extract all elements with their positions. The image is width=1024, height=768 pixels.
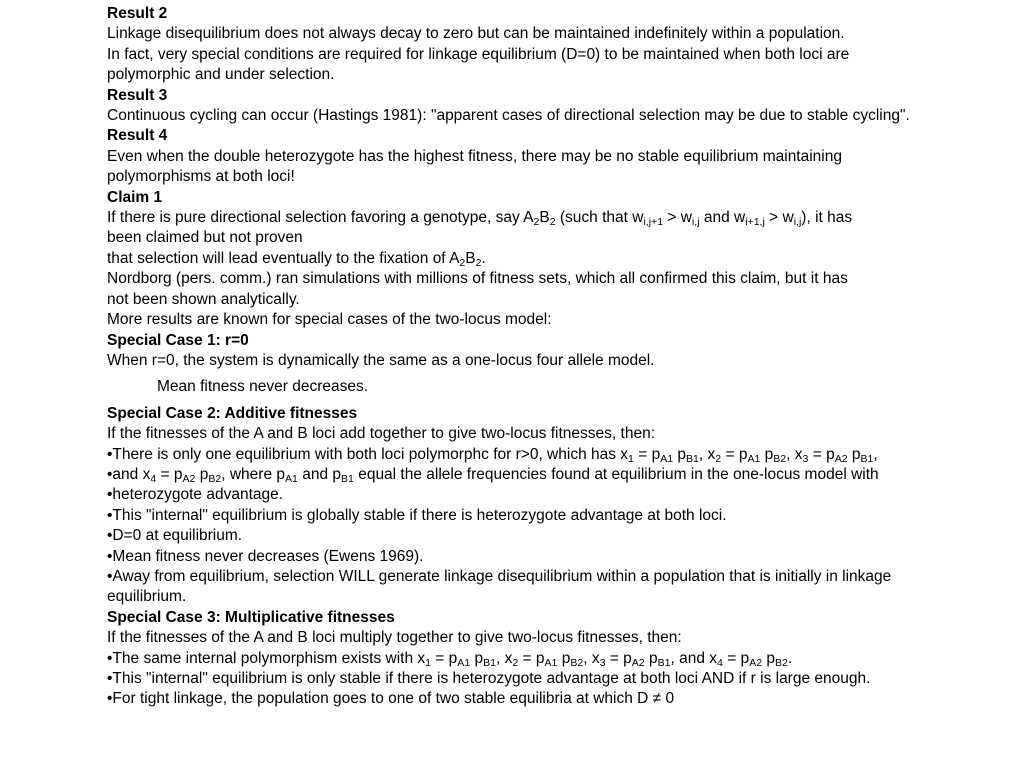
special-case-1-indented-line: Mean fitness never decreases. <box>157 378 369 396</box>
result-4-text-line: polymorphisms at both loci! <box>107 168 295 186</box>
result-3-text-line: Continuous cycling can occur (Hastings 1981): "apparent cases of directional selection may be due to stable cycling". <box>107 107 910 125</box>
bullet-item <box>107 445 1012 465</box>
text-run: p <box>644 649 658 667</box>
text-run: . <box>481 249 486 267</box>
text-run: •There is only one equilibrium with both loci polymorphc for r>0, which has x <box>107 445 629 463</box>
bullet-item: •Mean fitness never decreases (Ewens 1969). <box>107 547 424 565</box>
result-3-heading: Result 3 <box>107 86 168 104</box>
subscript: B2 <box>775 656 788 669</box>
text-run: p <box>673 445 687 463</box>
text-run: p <box>557 649 571 667</box>
text-run: = p <box>605 649 632 667</box>
text-run: •The same internal polymorphism exists with x <box>107 649 426 667</box>
subscript: 2 <box>512 656 519 669</box>
text-run: > w <box>764 209 794 227</box>
text-run: = p <box>721 445 748 463</box>
result-2-text-line: polymorphic and under selection. <box>107 66 335 84</box>
special-case-2-text-line: If the fitnesses of the A and B loci add together to give two-locus fitnesses, then: <box>107 425 655 443</box>
result-2-text-line: Linkage disequilibrium does not always decay to zero but can be maintained indefinitely within a population. <box>107 25 845 43</box>
claim-1-text-line <box>107 249 1012 269</box>
claim-1-text-line: not been shown analytically. <box>107 290 300 308</box>
bullet-item <box>107 465 1012 485</box>
subscript: 2 <box>459 256 466 269</box>
text-run: If there is pure directional selection favoring a genotype, say A <box>107 209 534 227</box>
text-run: B <box>465 249 476 267</box>
text-run: , x <box>698 445 716 463</box>
subscript: B1 <box>657 656 671 669</box>
bullet-item: •This "internal" equilibrium is globally stable if there is heterozygote advantage at both loci. <box>107 506 727 524</box>
subscript: i+1,j <box>745 216 765 228</box>
subscript: A1 <box>747 452 761 465</box>
text-run: (such that w <box>555 209 644 227</box>
text-run: •and x <box>107 465 151 483</box>
subscript: B1 <box>341 472 354 485</box>
subscript: 1 <box>425 656 431 669</box>
subscript: A1 <box>457 656 471 669</box>
text-run: p <box>762 649 776 667</box>
subscript: B1 <box>860 452 874 465</box>
text-run: ), it has <box>801 209 853 227</box>
subscript: 2 <box>549 216 556 228</box>
bullet-item: •heterozygote advantage. <box>107 486 284 504</box>
subscript: B1 <box>686 452 699 465</box>
claim-1-heading: Claim 1 <box>107 188 163 206</box>
text-run: = p <box>808 445 835 463</box>
subscript: A2 <box>834 452 848 465</box>
result-4-text-line: Even when the double heterozygote has the highest fitness, there may be no stable equilibrium maintaining <box>107 147 842 165</box>
bullet-item: •Away from equilibrium, selection WILL generate linkage disequilibrium within a population that is initially in linkage <box>107 567 892 585</box>
subscript: B1 <box>483 656 496 669</box>
text-run: p <box>195 465 209 483</box>
claim-1-text-line: Nordborg (pers. comm.) ran simulations with millions of fitness sets, which all confirmed this claim, but it has <box>107 270 848 288</box>
subscript: A1 <box>285 472 298 485</box>
subscript: i,j <box>793 216 802 228</box>
bullet-item <box>107 649 1012 669</box>
subscript: 2 <box>475 256 482 269</box>
subscript: i,j+1 <box>643 216 664 228</box>
text-run: p <box>470 649 484 667</box>
bullet-item: •For tight linkage, the population goes to one of two stable equilibria at which D ≠ 0 <box>107 690 675 708</box>
subscript: A2 <box>749 656 763 669</box>
subscript: 3 <box>599 656 606 669</box>
subscript: A1 <box>660 452 674 465</box>
text-run: , and x <box>670 649 718 667</box>
subscript: 4 <box>150 472 157 485</box>
claim-1-text-line: More results are known for special cases of the two-locus model: <box>107 311 552 329</box>
subscript: i,j <box>691 216 700 228</box>
text-run: p <box>760 445 774 463</box>
subscript: A1 <box>544 656 558 669</box>
result-4-heading: Result 4 <box>107 127 168 145</box>
claim-1-text-line: been claimed but not proven <box>107 229 303 247</box>
special-case-2-heading: Special Case 2: Additive fitnesses <box>107 404 358 422</box>
special-case-1-text-line: When r=0, the system is dynamically the same as a one-locus four allele model. <box>107 351 655 369</box>
text-run: , x <box>583 649 600 667</box>
text-run: = p <box>722 649 750 667</box>
text-run: , x <box>786 445 803 463</box>
subscript: 2 <box>533 216 540 228</box>
bullet-item: •This "internal" equilibrium is only stable if there is heterozygote advantage at both loci AND if r is large enough. <box>107 670 871 687</box>
text-run: and w <box>699 209 746 227</box>
text-run: that selection will lead eventually to the fixation of A <box>107 249 460 267</box>
subscript: 4 <box>717 656 723 669</box>
text-run: , where p <box>221 465 285 483</box>
text-run: = p <box>156 465 183 483</box>
bullet-item: •D=0 at equilibrium. <box>107 527 243 545</box>
text-run: equal the allele frequencies found at equilibrium in the one-locus model with <box>353 465 879 483</box>
document-body <box>107 4 1012 710</box>
text-run: = p <box>518 649 545 667</box>
text-run: > w <box>663 209 692 227</box>
bullet-item-continuation: equilibrium. <box>107 588 187 606</box>
subscript: A2 <box>631 656 645 669</box>
result-2-text-line: In fact, very special conditions are required for linkage equilibrium (D=0) to be maintained when both loci are <box>107 45 850 63</box>
subscript: B2 <box>208 472 222 485</box>
subscript: B2 <box>773 452 787 465</box>
result-2-heading: Result 2 <box>107 5 168 22</box>
subscript: 2 <box>715 452 722 465</box>
text-run: , <box>873 445 878 463</box>
text-run: . <box>787 649 793 667</box>
special-case-3-heading: Special Case 3: Multiplicative fitnesses <box>107 608 395 626</box>
text-run: = p <box>633 445 661 463</box>
text-run: = p <box>430 649 458 667</box>
special-case-3-text-line: If the fitnesses of the A and B loci multiply together to give two-locus fitnesses, then: <box>107 629 682 647</box>
subscript: B2 <box>570 656 584 669</box>
subscript: A2 <box>182 472 196 485</box>
claim-1-text-line <box>107 208 1012 228</box>
text-run: , x <box>496 649 513 667</box>
special-case-1-heading: Special Case 1: r=0 <box>107 331 249 349</box>
subscript: 1 <box>628 452 634 465</box>
text-run: p <box>847 445 861 463</box>
text-run: and p <box>297 465 341 483</box>
text-run: B <box>539 209 550 227</box>
subscript: 3 <box>802 452 809 465</box>
